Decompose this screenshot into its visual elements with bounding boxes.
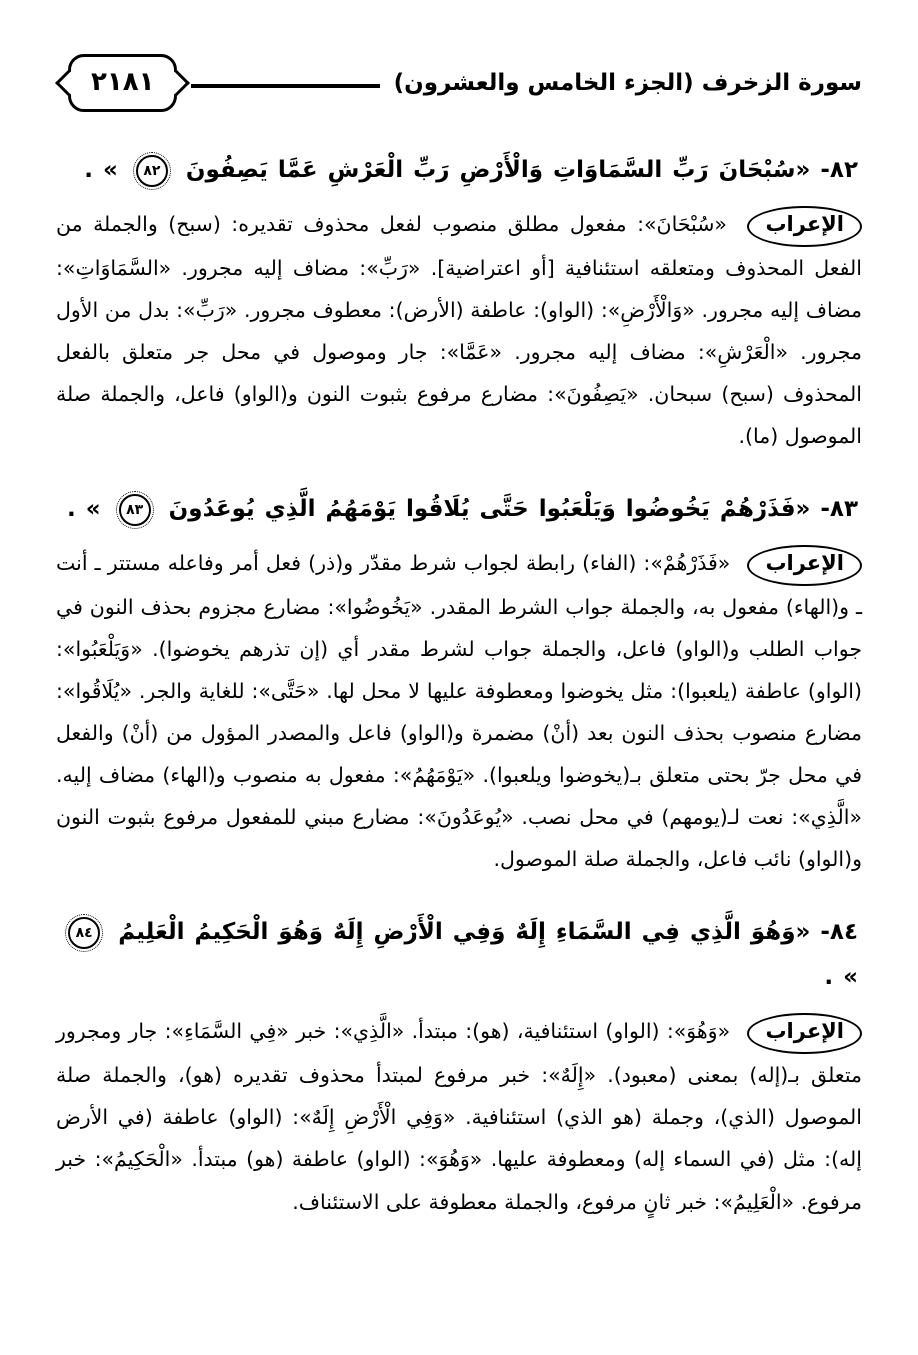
irab-label: الإعراب bbox=[747, 1013, 862, 1054]
verse-number-medallion: ٨٣ bbox=[119, 494, 151, 526]
irab-paragraph-82 bbox=[56, 203, 862, 457]
irab-label: الإعراب bbox=[747, 206, 862, 247]
irab-label: الإعراب bbox=[747, 545, 862, 586]
verse-text: ٨٢- «سُبْحَانَ رَبِّ السَّمَاوَاتِ وَالْأَرْضِ رَبِّ الْعَرْشِ عَمَّا يَصِفُونَ bbox=[185, 157, 858, 183]
page-number-badge bbox=[68, 54, 177, 112]
section-verse-84 bbox=[56, 910, 862, 1222]
page-header bbox=[56, 44, 862, 122]
verse-close-bracket: » . bbox=[67, 496, 101, 523]
verse-close-bracket: » . bbox=[84, 157, 118, 183]
section-verse-83 bbox=[56, 487, 862, 880]
irab-text: «فَذَرْهُمْ»: (الفاء) رابطة لجواب شرط مقدّر و(ذر) فعل أمر وفاعله مستتر ـ أنت ـ و(الهاء) مفعول به، والجملة جواب الشرط المقدر. «يَخُوضُوا»: مضارع مجزوم بحذف النون في جواب الطلب و(الواو) فاعل، والجملة جواب لشرط مقدر أي (إن تذرهم يخوضوا). «وَيَلْعَبُوا»: (الواو) عاطفة (يلعبوا): مثل يخوضوا ومعطوفة عليها لا محل لها. «حَتَّى»: للغاية والجر. «يُلَاقُوا»: مضارع منصوب بحذف النون بعد (أنْ) مضمرة و(الواو) فاعل والمصدر المؤول من (أنْ) والفعل في محل جرّ بحتى متعلق بـ(يخوضوا ويلعبوا). «يَوْمَهُمُ»: مفعول به منصوب و(الهاء) مضاف إليه. «الَّذِي»: نعت لـ(يومهم) في محل نصب. «يُوعَدُونَ»: مضارع مبني للمفعول مرفوع بثبوت النون و(الواو) نائب فاعل، والجملة صلة الموصول. bbox=[56, 551, 862, 872]
irab-text: «سُبْحَانَ»: مفعول مطلق منصوب لفعل محذوف تقديره: (سبح) والجملة من الفعل المحذوف ومتعلقه استئنافية [أو اعتراضية]. «رَبِّ»: مضاف إليه مجرور. «السَّمَاوَاتِ»: مضاف إليه مجرور. «وَالْأَرْضِ»: (الواو): عاطفة (الأرض): معطوف مجرور. «رَبِّ»: بدل من الأول مجرور. «الْعَرْشِ»: مضاف إليه مجرور. «عَمَّا»: جار وموصول في محل جر متعلق بالفعل المحذوف (سبح) سبحان. «يَصِفُونَ»: مضارع مرفوع بثبوت النون و(الواو) فاعل، والجملة صلة الموصول (ما). bbox=[56, 211, 862, 449]
verse-close-bracket: » . bbox=[824, 964, 858, 991]
header-rule bbox=[191, 84, 379, 88]
verse-text: ٨٤- «وَهُوَ الَّذِي فِي السَّمَاءِ إِلَهٌ وَفِي الْأَرْضِ إِلَهٌ وَهُوَ الْحَكِيمُ الْعَلِيمُ bbox=[118, 919, 858, 946]
verse-number-medallion: ٨٤ bbox=[68, 917, 100, 949]
page-number: ٢١٨١ bbox=[91, 67, 155, 97]
verse-line-82 bbox=[56, 148, 858, 193]
verse-text: ٨٣- «فَذَرْهُمْ يَخُوضُوا وَيَلْعَبُوا حَتَّى يُلَاقُوا يَوْمَهُمُ الَّذِي يُوعَدُونَ bbox=[168, 496, 858, 523]
verse-number-medallion: ٨٢ bbox=[136, 155, 168, 187]
verse-line-84 bbox=[56, 910, 858, 1000]
irab-paragraph-83 bbox=[56, 542, 862, 880]
section-verse-82 bbox=[56, 148, 862, 457]
irab-paragraph-84 bbox=[56, 1010, 862, 1222]
irab-text: «وَهُوَ»: (الواو) استئنافية، (هو): مبتدأ. «الَّذِي»: خبر «فِي السَّمَاءِ»: جار ومجرور متعلق بـ(إله) بمعنى (معبود). «إِلَهٌ»: خبر مرفوع لمبتدأ محذوف تقديره (هو)، والجملة صلة الموصول (الذي)، وجملة (هو الذي) استئنافية. «وَفِي الْأَرْضِ إِلَهٌ»: (الواو) عاطفة (في الأرض إله): مثل (في السماء إله) ومعطوفة عليها. «وَهُوَ»: (الواو) عاطفة (هو) مبتدأ. «الْحَكِيمُ»: خبر مرفوع. «الْعَلِيمُ»: خبر ثانٍ مرفوع، والجملة معطوفة على الاستئناف. bbox=[56, 1019, 862, 1214]
verse-line-83 bbox=[56, 487, 858, 532]
header-title: سورة الزخرف (الجزء الخامس والعشرون) bbox=[393, 70, 862, 96]
